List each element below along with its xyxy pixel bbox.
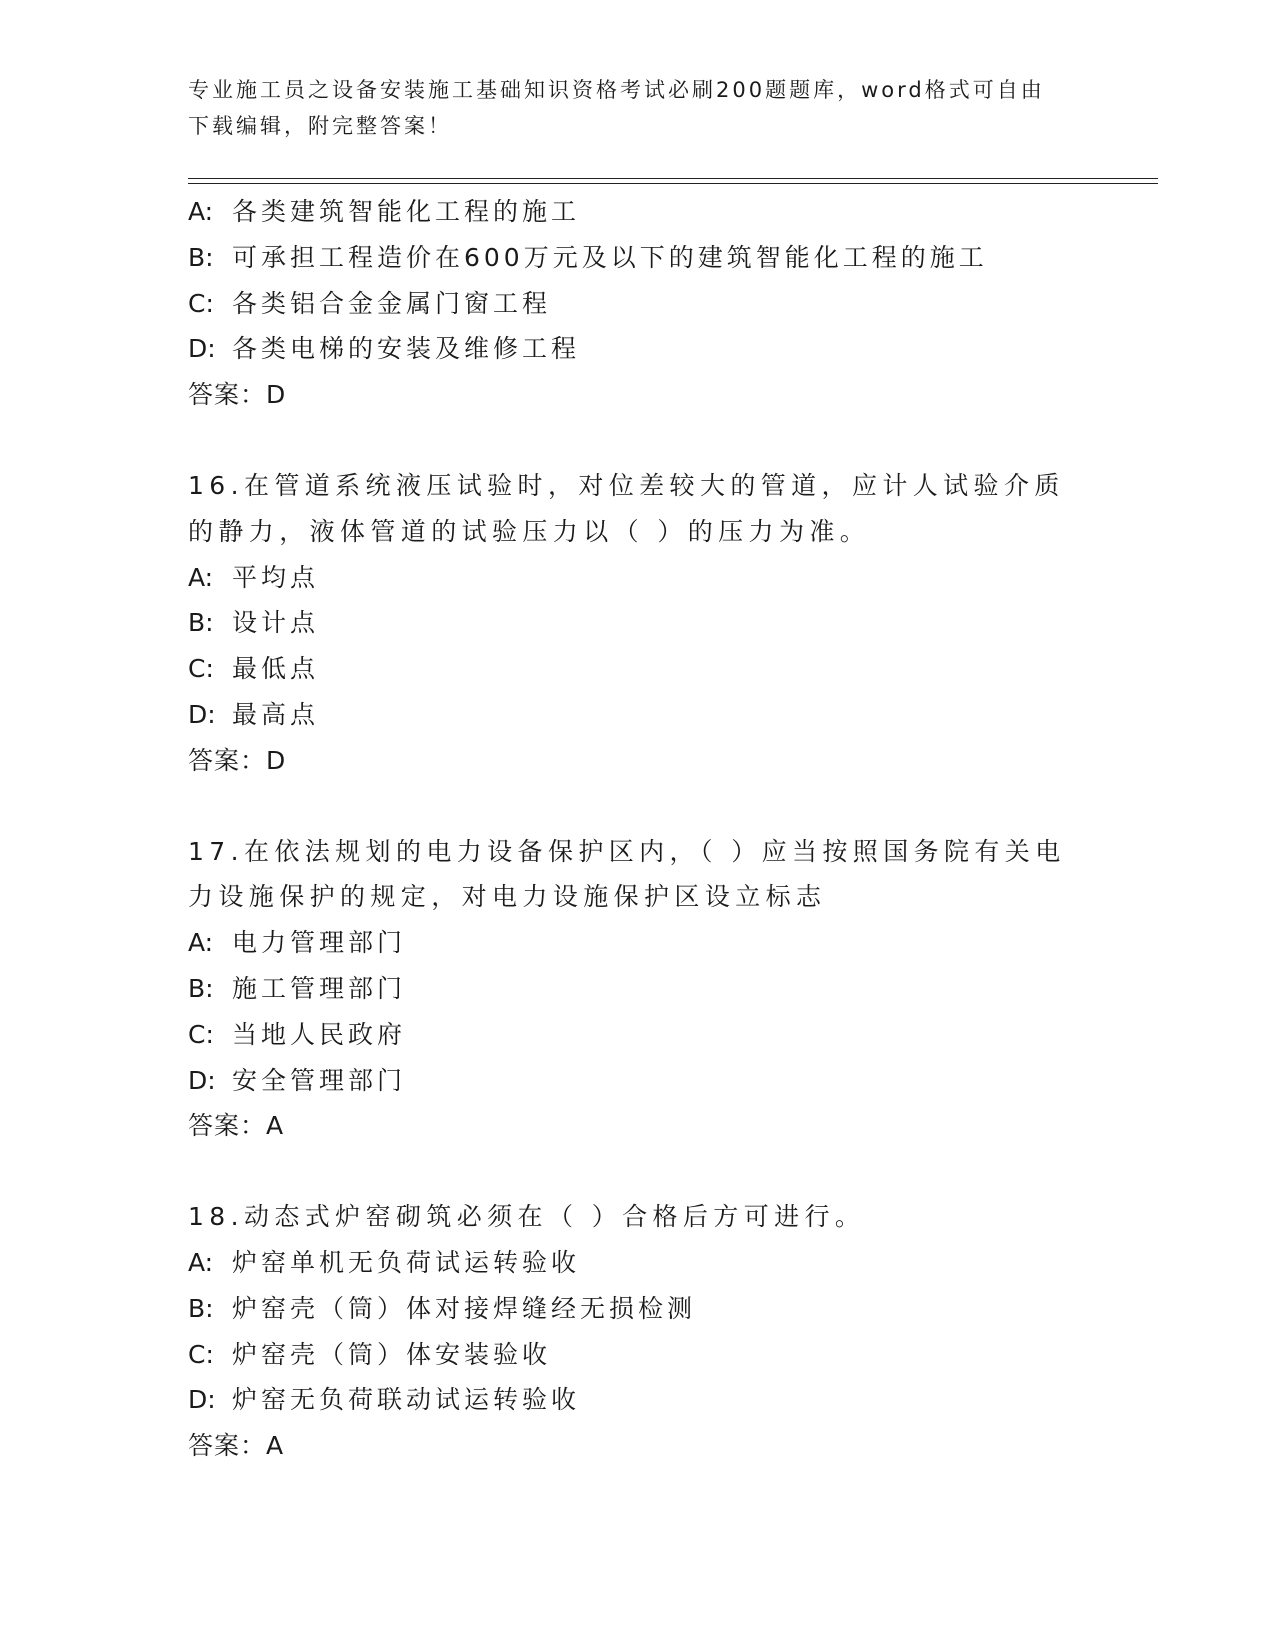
option-text: 最高点 (232, 699, 320, 729)
question-block-17 (188, 829, 1088, 1150)
option-b (188, 966, 1088, 1012)
option-a (188, 920, 1088, 966)
option-b (188, 1286, 1088, 1332)
question-block-18 (188, 1194, 1088, 1469)
option-text: 炉窑无负荷联动试运转验收 (232, 1385, 581, 1415)
option-prefix: D: (188, 334, 216, 364)
option-text: 各类建筑智能化工程的施工 (232, 197, 581, 226)
option-prefix: A: (188, 197, 214, 226)
option-a (188, 1240, 1088, 1286)
option-a (188, 189, 1088, 235)
option-b (188, 235, 1088, 281)
answer-label: 答案：D (188, 745, 287, 775)
option-prefix: C: (188, 654, 214, 684)
option-prefix: B: (188, 1293, 214, 1323)
option-c (188, 1332, 1088, 1378)
option-text: 施工管理部门 (232, 973, 407, 1003)
option-text: 可承担工程造价在600万元及以下的建筑智能化工程的施工 (232, 242, 988, 272)
option-d (188, 1058, 1088, 1104)
answer-label: 答案：A (188, 1431, 285, 1461)
question-text: 16.在管道系统液压试验时，对位差较大的管道，应计人试验介质的静力，液体管道的试验压力以（ ）的压力为准。 (188, 470, 1065, 546)
option-b (188, 600, 1088, 646)
option-prefix: B: (188, 242, 214, 272)
option-text: 各类铝合金金属门窗工程 (232, 288, 552, 318)
answer-label: 答案：A (188, 1111, 285, 1141)
option-text: 设计点 (232, 608, 320, 638)
option-prefix: D: (188, 1065, 216, 1095)
option-text: 炉窑单机无负荷试运转验收 (232, 1247, 581, 1277)
option-text: 电力管理部门 (232, 928, 407, 958)
question-block-16 (188, 463, 1088, 784)
option-prefix: A: (188, 928, 214, 958)
option-d (188, 1377, 1088, 1423)
option-d (188, 326, 1088, 372)
option-text: 安全管理部门 (232, 1065, 407, 1095)
option-prefix: A: (188, 1247, 214, 1277)
option-prefix: B: (188, 608, 214, 638)
header-divider-top (188, 178, 1158, 179)
question-text: 17.在依法规划的电力设备保护区内，（ ）应当按照国务院有关电力设施保护的规定，对电力设施保护区设立标志 (188, 836, 1066, 912)
option-text: 最低点 (232, 654, 320, 684)
option-a (188, 555, 1088, 601)
option-prefix: C: (188, 288, 214, 318)
option-prefix: A: (188, 562, 214, 592)
option-text: 各类电梯的安装及维修工程 (232, 334, 581, 364)
option-prefix: D: (188, 699, 216, 729)
option-text: 平均点 (232, 562, 320, 592)
question-block-15 (188, 189, 1088, 418)
option-text: 炉窑壳（筒）体安装验收 (232, 1339, 552, 1369)
document-header: 专业施工员之设备安装施工基础知识资格考试必刷200题题库，word格式可自由下载编辑，附完整答案！ (188, 78, 1045, 138)
header-divider-bottom (188, 183, 1158, 184)
option-c (188, 646, 1088, 692)
option-d (188, 692, 1088, 738)
question-list (188, 189, 1088, 1469)
option-c (188, 281, 1088, 327)
option-prefix: D: (188, 1385, 216, 1415)
option-text: 炉窑壳（筒）体对接焊缝经无损检测 (232, 1293, 697, 1323)
answer-label: 答案：D (188, 380, 287, 410)
option-text: 当地人民政府 (232, 1019, 407, 1049)
question-text: 18.动态式炉窑砌筑必须在（ ）合格后方可进行。 (188, 1202, 866, 1232)
option-prefix: C: (188, 1339, 214, 1369)
option-prefix: B: (188, 973, 214, 1003)
option-prefix: C: (188, 1019, 214, 1049)
option-c (188, 1012, 1088, 1058)
